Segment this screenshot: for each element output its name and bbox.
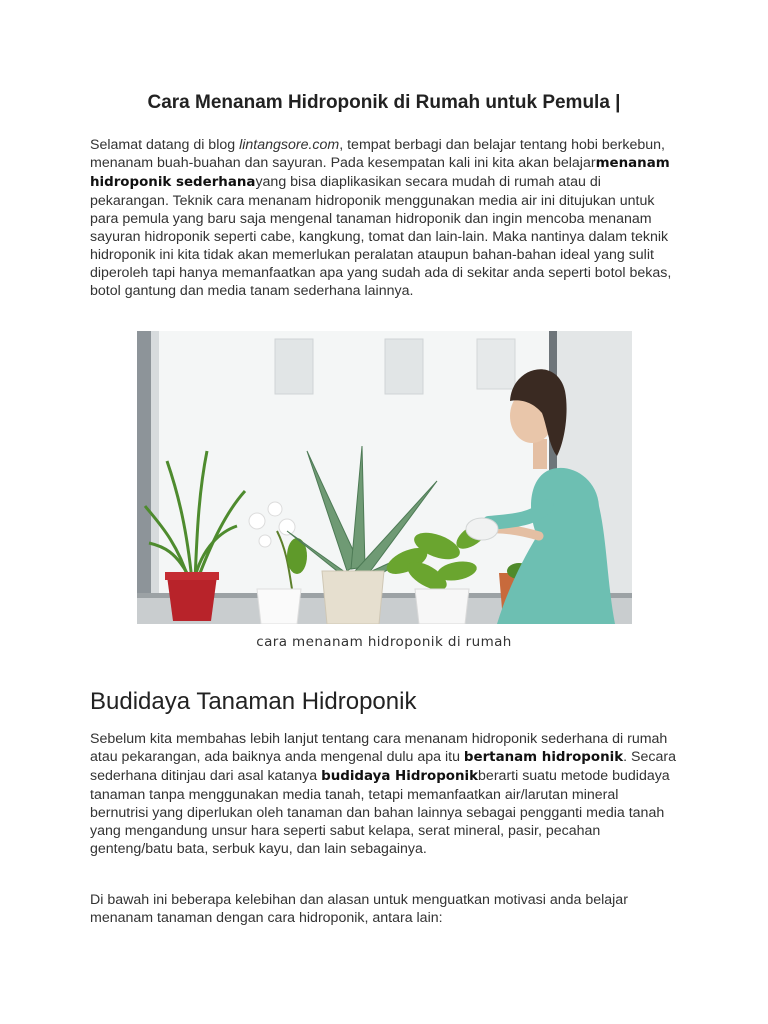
article-title: Cara Menanam Hidroponik di Rumah untuk Pemula | xyxy=(147,92,621,113)
intro-text-3: yang bisa diaplikasikan secara mudah di rumah atau di pekarangan. Teknik cara menanam hidroponik menggunakan media air ini ditujukan untuk para pemula yang baru saja mengenal tanaman hidroponik dan ingin mencoba menanam sayuran hidroponik seperti cabe, kangkung, tomat dan lain-lain. Maka nantinya dalam teknik hidroponik ini kita tidak akan memerlukan peralatan ataupun bahan-bahan ideal yang sulit diperoleh tapi hanya memanfaatkan apa yang sudah ada di sekitar anda seperti botol bekas, botol gantung dan media tanam sederhana lainnya. xyxy=(90,174,672,299)
section-text-2: . Secara sederhana ditinjau dari asal katanya xyxy=(90,749,676,784)
section-bold-1: bertanam hidroponik xyxy=(463,750,624,765)
intro-text-1: Selamat datang di blog xyxy=(90,137,240,153)
woman-watering-plants-photo xyxy=(137,331,632,624)
intro-text-2: , tempat berbagi dan belajar tentang hobi berkebun, menanam buah-buahan dan sayuran. Pada kesempatan kali ini kita akan belajar xyxy=(90,137,665,171)
image-caption: cara menanam hidroponik di rumah xyxy=(256,634,512,650)
section-heading: Budidaya Tanaman Hidroponik xyxy=(90,688,417,715)
section-paragraph xyxy=(90,730,680,858)
section-bold-2: budidaya Hidroponik xyxy=(321,769,479,784)
intro-paragraph xyxy=(90,136,680,300)
closing-paragraph: Di bawah ini beberapa kelebihan dan alasan untuk menguatkan motivasi anda belajar menanam tanaman dengan cara hidroponik, antara lain: xyxy=(90,892,628,926)
blog-site-name: lintangsore.com xyxy=(239,137,340,153)
intro-bold-keyword: menanam hidroponik sederhana xyxy=(90,156,670,190)
section-text-1: Sebelum kita membahas lebih lanjut tentang cara menanam hidroponik sederhana di rumah atau pekarangan, ada baiknya anda mengenal dulu apa itu xyxy=(90,731,668,765)
section-text-3: berarti suatu metode budidaya tanaman tanpa menggunakan media tanah, tetapi memanfaatkan air/larutan mineral bernutrisi yang diperlukan oleh tanaman dan bahan lainnya sebagai pengganti media tanah yang mengandung unsur hara seperti sabut kelapa, serat mineral, pasir, pecahan genteng/batu bata, serbuk kayu, dan lain sebagainya. xyxy=(90,768,670,857)
